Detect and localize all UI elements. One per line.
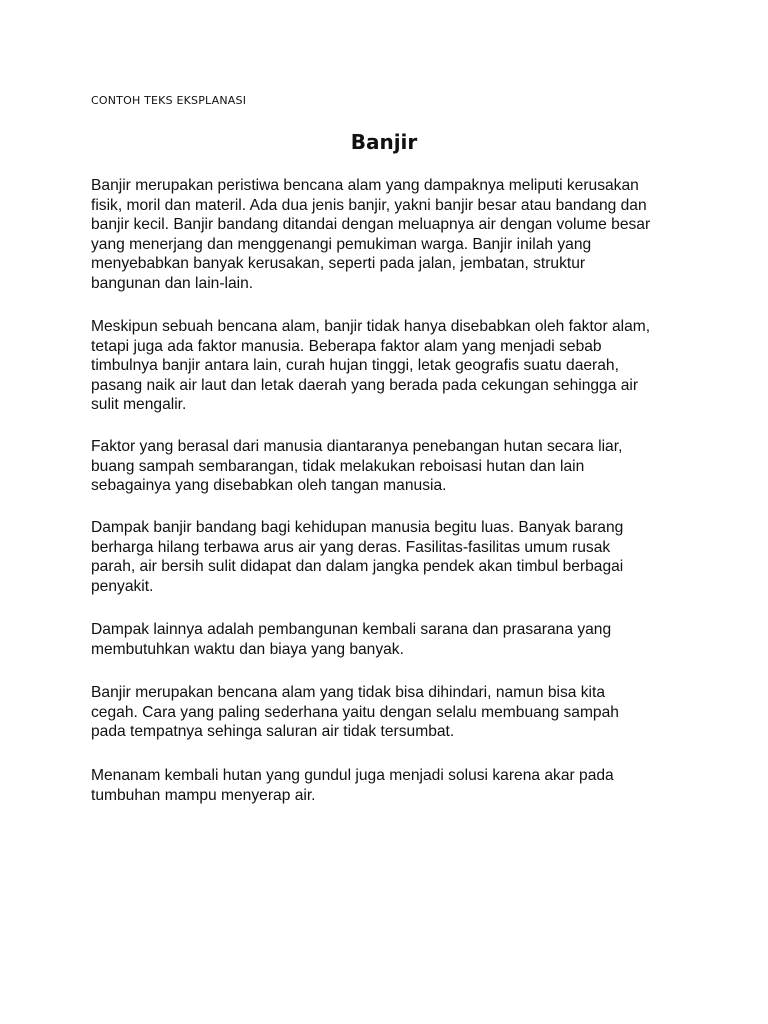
paragraph-2 bbox=[91, 317, 691, 415]
paragraph-line: penyakit. bbox=[91, 577, 154, 595]
paragraph-line: berharga hilang terbawa arus air yang deras. Fasilitas-fasilitas umum rusak bbox=[91, 538, 611, 556]
paragraph-line: pasang naik air laut dan letak daerah yang berada pada cekungan sehingga air bbox=[91, 376, 639, 394]
paragraph-4 bbox=[91, 518, 691, 596]
paragraph-line: buang sampah sembarangan, tidak melakukan reboisasi hutan dan lain bbox=[91, 457, 585, 475]
paragraph-line: Dampak banjir bandang bagi kehidupan manusia begitu luas. Banyak barang bbox=[91, 519, 624, 536]
document-title: Banjir bbox=[350, 130, 418, 154]
paragraph-line: timbulnya banjir antara lain, curah hujan tinggi, letak geografis suatu daerah, bbox=[91, 357, 619, 374]
paragraph-line: sebagainya yang disebabkan oleh tangan manusia. bbox=[91, 477, 447, 494]
paragraph-6 bbox=[91, 683, 691, 742]
paragraph-line: pada tempatnya sehinga saluran air tidak tersumbat. bbox=[91, 723, 455, 740]
paragraph-line: tumbuhan mampu menyerap air. bbox=[91, 786, 316, 804]
paragraph-1 bbox=[91, 176, 691, 293]
paragraph-line: cegah. Cara yang paling sederhana yaitu dengan selalu membuang sampah bbox=[91, 703, 619, 721]
paragraph-line: menyebabkan banyak kerusakan, seperti pada jalan, jembatan, struktur bbox=[91, 255, 586, 272]
paragraph-line: Meskipun sebuah bencana alam, banjir tidak hanya disebabkan oleh faktor alam, bbox=[91, 318, 651, 335]
paragraph-line: sulit mengalir. bbox=[91, 396, 187, 413]
paragraph-7 bbox=[91, 766, 691, 805]
document-label: CONTOH TEKS EKSPLANASI bbox=[91, 94, 247, 107]
paragraph-line: yang menerjang dan menggenangi pemukiman warga. Banjir inilah yang bbox=[91, 235, 592, 253]
paragraph-line: fisik, moril dan materil. Ada dua jenis banjir, yakni banjir besar atau bandang dan bbox=[91, 196, 647, 214]
paragraph-3 bbox=[91, 437, 691, 496]
paragraph-line: banjir kecil. Banjir bandang ditandai dengan meluapnya air dengan volume besar bbox=[91, 216, 651, 233]
paragraph-line: Dampak lainnya adalah pembangunan kembali sarana dan prasarana yang bbox=[91, 621, 612, 638]
paragraph-line: bangunan dan lain-lain. bbox=[91, 274, 254, 292]
paragraph-5 bbox=[91, 620, 691, 659]
paragraph-line: Faktor yang berasal dari manusia diantaranya penebangan hutan secara liar, bbox=[91, 438, 623, 455]
paragraph-line: tetapi juga ada faktor manusia. Beberapa faktor alam yang menjadi sebab bbox=[91, 337, 602, 355]
paragraph-line: parah, air bersih sulit didapat dan dalam jangka pendek akan timbul berbagai bbox=[91, 558, 624, 575]
paragraph-line: Banjir merupakan bencana alam yang tidak bisa dihindari, namun bisa kita bbox=[91, 684, 606, 701]
paragraph-line: membutuhkan waktu dan biaya yang banyak. bbox=[91, 640, 404, 658]
paragraph-line: Banjir merupakan peristiwa bencana alam yang dampaknya meliputi kerusakan bbox=[91, 177, 639, 194]
paragraph-line: Menanam kembali hutan yang gundul juga menjadi solusi karena akar pada bbox=[91, 767, 614, 784]
